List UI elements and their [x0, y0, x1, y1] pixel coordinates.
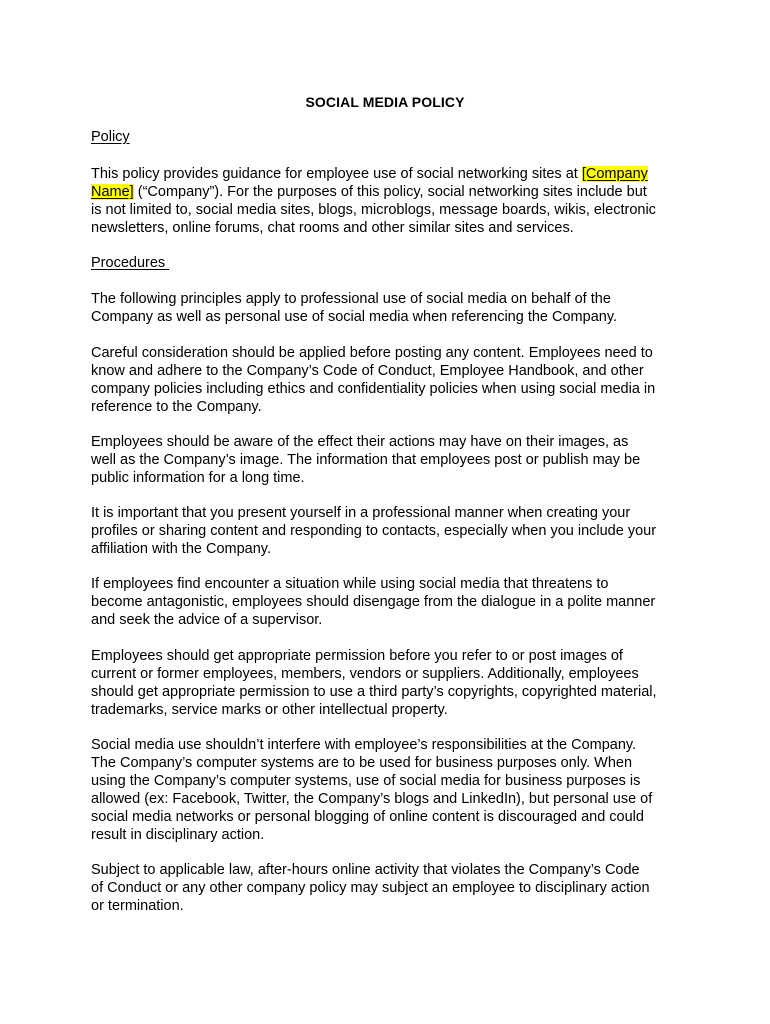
- paragraph-line: The Company’s computer systems are to be used for business purposes only. When: [91, 755, 633, 771]
- paragraph-line: company policies including ethics and confidentiality policies when using social media in: [91, 381, 656, 397]
- policy-heading: Policy: [91, 129, 130, 145]
- procedure-paragraph-3: [91, 433, 691, 487]
- policy-line-2: [91, 183, 691, 201]
- procedure-paragraph-8: [91, 861, 691, 915]
- paragraph-line: current or former employees, members, vendors or suppliers. Additionally, employees: [91, 666, 639, 682]
- paragraph-line: public information for a long time.: [91, 470, 305, 486]
- paragraph-line: result in disciplinary action.: [91, 827, 265, 843]
- document-title: SOCIAL MEDIA POLICY: [305, 94, 465, 110]
- company-name-placeholder-cont: Name]: [91, 184, 134, 200]
- policy-line-4: newsletters, online forums, chat rooms and other similar sites and services.: [91, 220, 574, 236]
- procedure-paragraph-5: [91, 575, 691, 629]
- paragraph-line: allowed (ex: Facebook, Twitter, the Company’s blogs and LinkedIn), but personal use of: [91, 791, 653, 807]
- paragraph-line: or termination.: [91, 898, 184, 914]
- paragraph-line: trademarks, service marks or other intellectual property.: [91, 702, 448, 718]
- paragraph-line: reference to the Company.: [91, 399, 262, 415]
- paragraph-line: well as the Company’s image. The information that employees post or publish may be: [91, 452, 641, 468]
- paragraph-line: It is important that you present yourself in a professional manner when creating your: [91, 505, 631, 521]
- policy-line-3: is not limited to, social media sites, blogs, microblogs, message boards, wikis, electronic: [91, 202, 656, 218]
- paragraph-line: If employees find encounter a situation while using social media that threatens to: [91, 576, 609, 592]
- paragraph-line: Employees should get appropriate permission before you refer to or post images of: [91, 648, 623, 664]
- paragraph-line: social media networks or personal blogging of online content is discouraged and could: [91, 809, 644, 825]
- procedure-paragraph-7: [91, 736, 691, 844]
- paragraph-line: Employees should be aware of the effect their actions may have on their images, as: [91, 434, 629, 450]
- paragraph-line: Subject to applicable law, after-hours online activity that violates the Company’s Code: [91, 862, 640, 878]
- paragraph-line: Company as well as personal use of social media when referencing the Company.: [91, 309, 618, 325]
- paragraph-line: know and adhere to the Company’s Code of Conduct, Employee Handbook, and other: [91, 363, 644, 379]
- paragraph-line: Social media use shouldn’t interfere with employee’s responsibilities at the Company.: [91, 737, 637, 753]
- procedure-paragraph-1: [91, 290, 691, 326]
- policy-line-1-text: This policy provides guidance for employee use of social networking sites at: [91, 166, 582, 182]
- paragraph-line: Careful consideration should be applied before posting any content. Employees need to: [91, 345, 653, 361]
- paragraph-line: using the Company’s computer systems, use of social media for business purposes is: [91, 773, 641, 789]
- paragraph-line: affiliation with the Company.: [91, 541, 272, 557]
- paragraph-line: profiles or sharing content and responding to contacts, especially when you include your: [91, 523, 657, 539]
- paragraph-line: of Conduct or any other company policy may subject an employee to disciplinary action: [91, 880, 650, 896]
- procedure-paragraph-6: [91, 647, 691, 719]
- company-name-placeholder: [Company: [581, 166, 648, 182]
- policy-line-2-text: (“Company”). For the purposes of this policy, social networking sites include but: [133, 184, 647, 200]
- policy-paragraph: [91, 165, 691, 237]
- paragraph-line: should get appropriate permission to use a third party’s copyrights, copyrighted material,: [91, 684, 657, 700]
- paragraph-line: become antagonistic, employees should disengage from the dialogue in a polite manner: [91, 594, 656, 610]
- policy-line-1: [91, 165, 691, 183]
- procedure-paragraph-2: [91, 344, 691, 416]
- paragraph-line: and seek the advice of a supervisor.: [91, 612, 323, 628]
- procedures-heading: Procedures: [91, 255, 170, 271]
- procedure-paragraph-4: [91, 504, 691, 558]
- paragraph-line: The following principles apply to professional use of social media on behalf of the: [91, 291, 611, 307]
